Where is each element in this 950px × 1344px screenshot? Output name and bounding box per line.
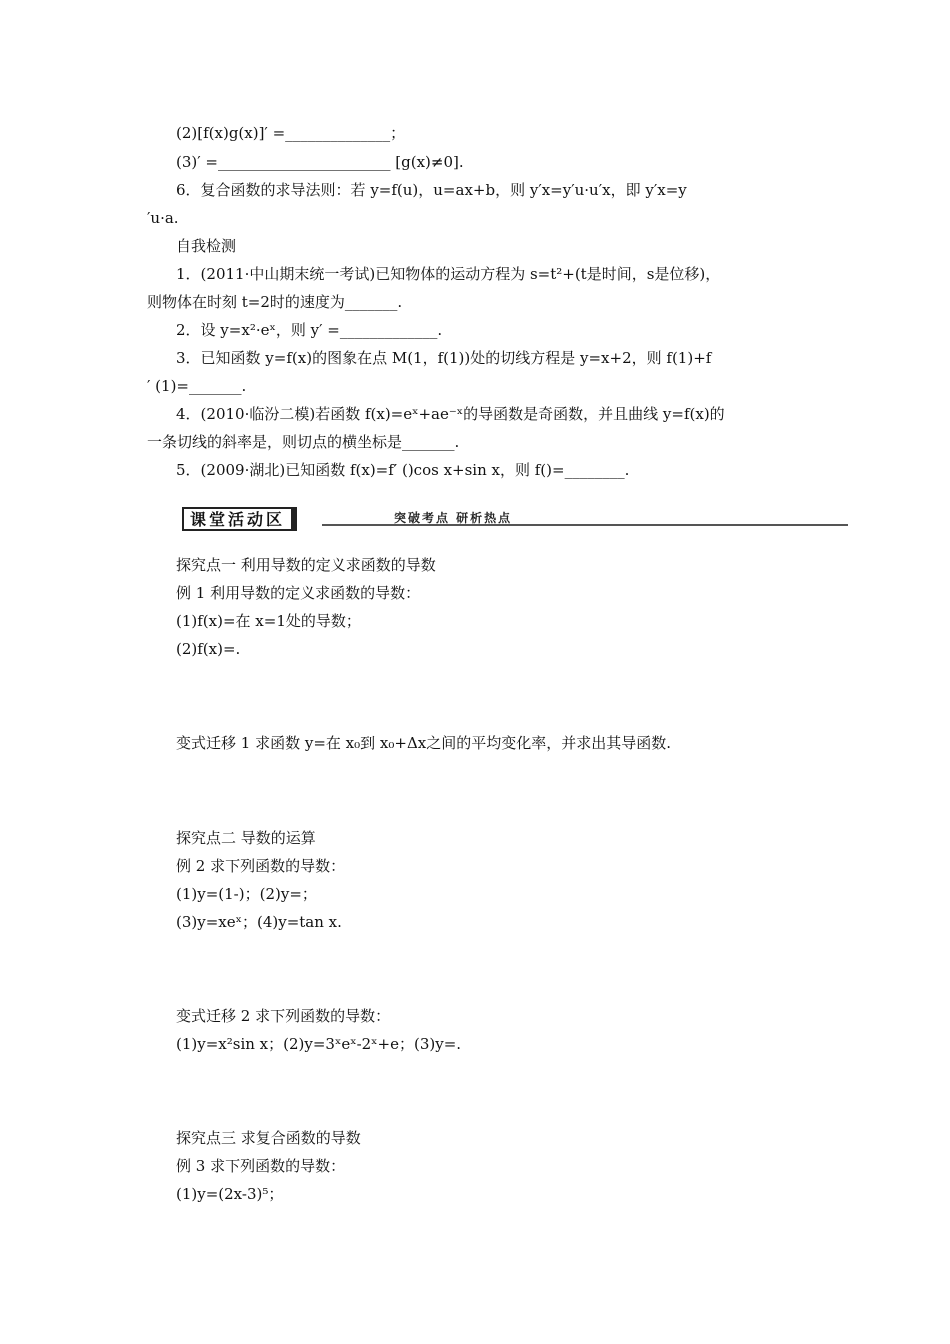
text-line: 5．(2009·湖北)已知函数 f(x)=f′ ()cos x+sin x，则 f()=________. — [176, 461, 630, 479]
text-line: (2)[f(x)g(x)]′ =______________； — [176, 124, 406, 142]
section-heading: 探究点一 利用导数的定义求函数的导数 — [176, 556, 436, 574]
section-heading: 探究点三 求复合函数的导数 — [176, 1129, 361, 1147]
banner-title: 课堂活动区 — [182, 507, 297, 531]
text-line: 4．(2010·临汾二模)若函数 f(x)=eˣ+ae⁻ˣ的导函数是奇函数，并且曲线 y=f(x)的 — [176, 405, 725, 423]
text-line: (1)y=(2x-3)⁵； — [176, 1185, 284, 1203]
exercise-title: 变式迁移 2 求下列函数的导数： — [176, 1007, 391, 1025]
text-line: (1)y=x²sin x；(2)y=3ˣeˣ-2ˣ+e；(3)y=. — [176, 1035, 462, 1053]
text-line: (1)f(x)=在 x=1处的导数； — [176, 612, 361, 630]
text-line: ′ (1)=_______. — [147, 377, 247, 395]
banner-subtitle: 突破考点 研析热点 — [394, 511, 513, 525]
text-line: 2．设 y=x²·eˣ，则 y′ =_____________. — [176, 321, 443, 339]
text-line: 6．复合函数的求导法则：若 y=f(u)，u=ax+b，则 y′x=y′u·u′x，即 y′x=y — [176, 181, 687, 199]
example-title: 例 2 求下列函数的导数： — [176, 857, 346, 875]
text-line: (3)′ =_______________________ [g(x)≠0]. — [176, 153, 464, 171]
text-line: (1)y=(1-)；(2)y=； — [176, 885, 317, 903]
text-line: (2)f(x)=. — [176, 640, 241, 658]
exercise-title: 变式迁移 1 求函数 y=在 x₀到 x₀+Δx之间的平均变化率，并求出其导函数. — [176, 734, 672, 752]
text-line: 1．(2011·中山期末统一考试)已知物体的运动方程为 s=t²+(t是时间，s是位移)， — [176, 265, 721, 283]
text-line: 一条切线的斜率是，则切点的横坐标是_______. — [147, 433, 460, 451]
text-line: 则物体在时刻 t=2时的速度为_______. — [147, 293, 403, 311]
section-heading: 自我检测 — [176, 237, 237, 255]
text-line: ′u·a. — [147, 209, 179, 227]
section-heading: 探究点二 导数的运算 — [176, 829, 316, 847]
example-title: 例 1 利用导数的定义求函数的导数： — [176, 584, 421, 602]
text-line: (3)y=xeˣ；(4)y=tan x. — [176, 913, 342, 931]
example-title: 例 3 求下列函数的导数： — [176, 1157, 346, 1175]
section-banner — [182, 507, 848, 531]
text-line: 3．已知函数 y=f(x)的图象在点 M(1，f(1))处的切线方程是 y=x+2，则 f(1)+f — [176, 349, 712, 367]
